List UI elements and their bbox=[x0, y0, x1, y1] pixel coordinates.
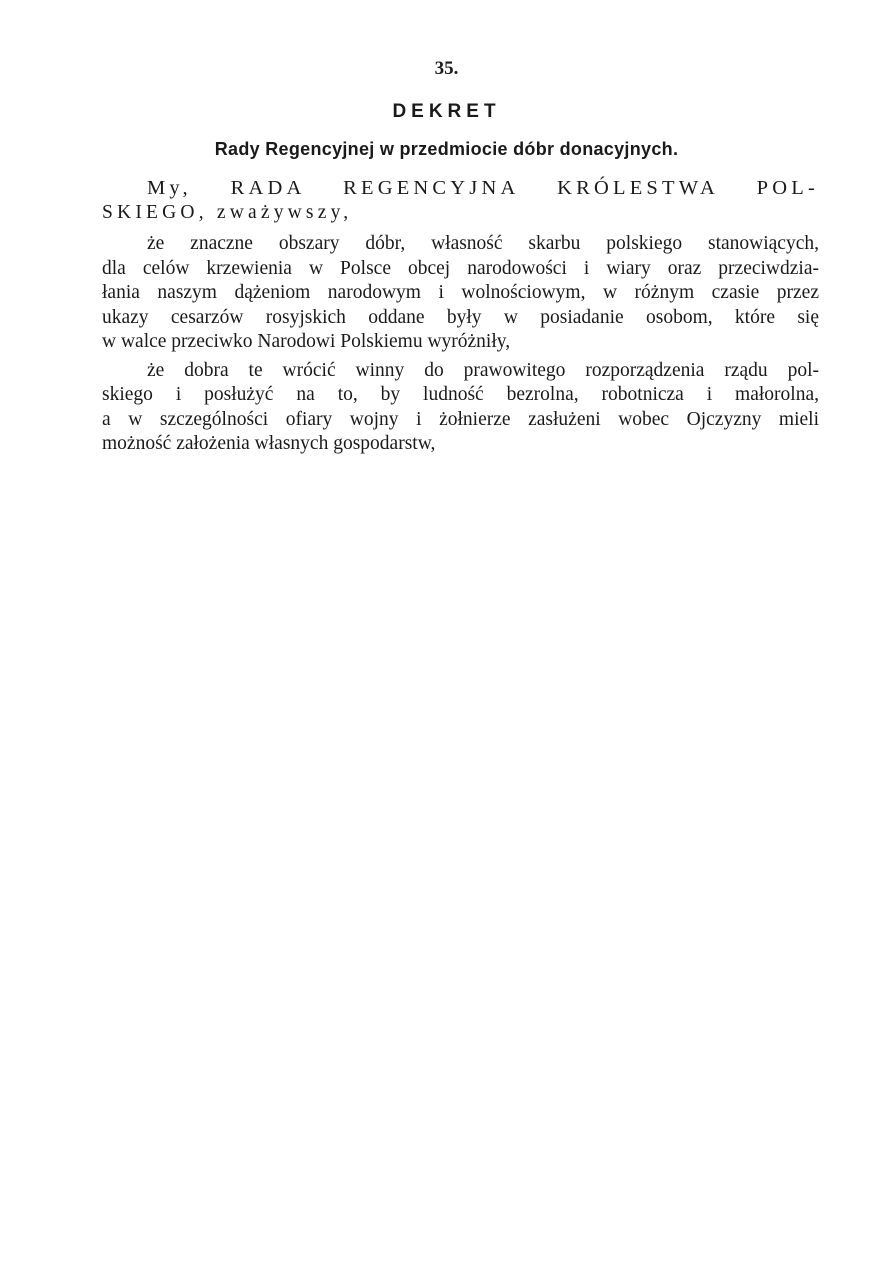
preamble bbox=[102, 176, 819, 225]
preamble-line: SKIEGO, zważywszy, bbox=[102, 201, 353, 223]
preamble-line: My, RADA REGENCYJNA KRÓLESTWA POL- bbox=[147, 177, 819, 199]
paragraph-line: możność założenia własnych gospodarstw, bbox=[102, 433, 436, 454]
paragraph-1 bbox=[102, 232, 819, 355]
paragraph-line: w walce przeciwko Narodowi Polskiemu wyróżniły, bbox=[102, 331, 511, 352]
paragraph-line: dla celów krzewienia w Polsce obcej narodowości i wiary oraz przeciwdzia- bbox=[102, 257, 819, 279]
paragraph-line: że znaczne obszary dóbr, własność skarbu polskiego stanowiących, bbox=[147, 233, 819, 254]
document-title: DEKRET bbox=[392, 101, 501, 122]
paragraph-line: a w szczególności ofiary wojny i żołnierze zasłużeni wobec Ojczyzny mieli bbox=[102, 408, 819, 430]
paragraph-2 bbox=[102, 359, 819, 457]
paragraph-line: skiego i posłużyć na to, by ludność bezrolna, robotnicza i małorolna, bbox=[102, 384, 819, 405]
document-subtitle: Rady Regencyjnej w przedmiocie dóbr donacyjnych. bbox=[214, 139, 679, 159]
paragraph-line: łania naszym dążeniom narodowym i wolnościowym, w różnym czasie przez bbox=[102, 282, 819, 303]
paragraph-line: ukazy cesarzów rosyjskich oddane były w posiadanie osobom, które się bbox=[102, 306, 819, 328]
page-number: 35. bbox=[434, 58, 459, 79]
document-body bbox=[102, 176, 819, 457]
paragraph-line: że dobra te wrócić winny do prawowitego rozporządzenia rządu pol- bbox=[147, 359, 819, 381]
